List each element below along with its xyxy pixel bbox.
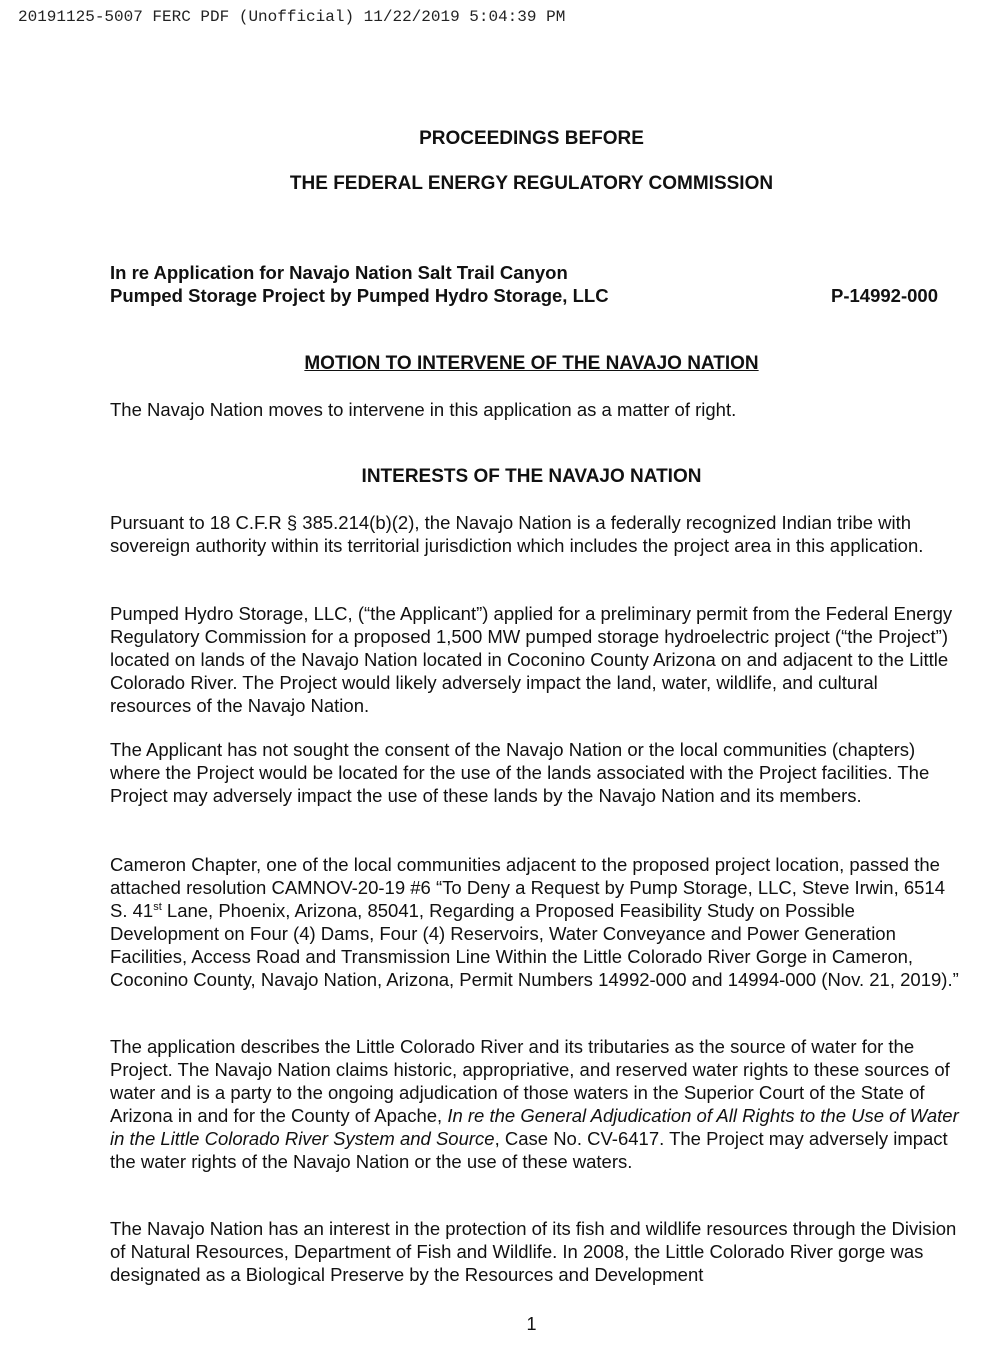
caption-line-2: Pumped Storage Project by Pumped Hydro Storage, LLC: [110, 285, 609, 306]
paragraph-4-part-b: Lane, Phoenix, Arizona, 85041, Regarding a Proposed Feasibility Study on Possible Development on Four (4) Dams, Four (4) Reservoirs, Water Conveyance and Power Generation Facilities, Access Road and Transmission Line Within the Little Colorado River Gorge in Cameron, Coconino County, Navajo Nation, Arizona, Permit Numbers 14992-000 and 14994-000 (Nov. 21, 2019).”: [110, 899, 959, 990]
ordinal-suffix: st: [153, 900, 162, 913]
paragraph-1: [110, 512, 960, 558]
proceedings-heading: PROCEEDINGS BEFORE: [419, 128, 644, 149]
paragraph-5: [110, 1036, 960, 1173]
paragraph-3: [110, 739, 960, 808]
motion-text: The Navajo Nation moves to intervene in this application as a matter of right.: [110, 399, 737, 420]
motion-title: MOTION TO INTERVENE OF THE NAVAJO NATION: [304, 353, 759, 374]
caption-line-1: In re Application for Navajo Nation Salt Trail Canyon: [110, 262, 568, 283]
paragraph-4-text: [110, 854, 960, 991]
commission-heading: THE FEDERAL ENERGY REGULATORY COMMISSION: [289, 173, 774, 194]
paragraph-5-part-a: The application describes the Little Colorado River and its tributaries as the source of water for the Project. The Navajo Nation claims historic, appropriative, and reserved water rights to these sources of water and is a party to the ongoing adjudication of those waters in the Superior Court of the State of Arizona in and for the County of Apache,: [110, 1036, 950, 1126]
paragraph-4-part-a: Cameron Chapter, one of the local communities adjacent to the proposed project location, passed the attached resolution CAMNOV-20-19 #6 “To Deny a Request by Pump Storage, LLC, Steve Irwin, 6514 S. 41: [110, 854, 946, 921]
paragraph-5-part-b: , Case No. CV-6417. The Project may adversely impact the water rights of the Navajo Nation or the use of these waters.: [110, 1127, 948, 1172]
paragraph-5-text: [110, 1036, 960, 1173]
case-name: In re the General Adjudication of All Rights to the Use of Water in the Little Colorado River System and Source: [110, 1104, 959, 1149]
paragraph-2: [110, 603, 960, 718]
ferc-stamp: 20191125-5007 FERC PDF (Unofficial) 11/22/2019 5:04:39 PM: [18, 8, 566, 26]
paragraph-1-text: Pursuant to 18 C.F.R § 385.214(b)(2), the Navajo Nation is a federally recognized Indian tribe with sovereign authority within its territorial jurisdiction which includes the project area in this application.: [110, 512, 924, 556]
paragraph-6: [110, 1218, 960, 1287]
paragraph-3-text: The Applicant has not sought the consent of the Navajo Nation or the local communities (chapters) where the Project would be located for the use of the lands associated with the Project facilities. The Project may adversely impact the use of these lands by the Navajo Nation and its members.: [110, 739, 930, 806]
paragraph-4: [110, 854, 960, 991]
interests-title: INTERESTS OF THE NAVAJO NATION: [361, 466, 702, 487]
docket-number: P-14992-000: [831, 285, 938, 306]
paragraph-6-text: The Navajo Nation has an interest in the protection of its fish and wildlife resources through the Division of Natural Resources, Department of Fish and Wildlife. In 2008, the Little Colorado River gorge was designated as a Biological Preserve by the Resources and Development: [110, 1218, 957, 1285]
paragraph-2-text: Pumped Hydro Storage, LLC, (“the Applicant”) applied for a preliminary permit from the Federal Energy Regulatory Commission for a proposed 1,500 MW pumped storage hydroelectric project (“the Project”) located on lands of the Navajo Nation located in Coconino County Arizona on and adjacent to the Little Colorado River. The Project would likely adversely impact the land, water, wildlife, and cultural resources of the Navajo Nation.: [110, 603, 953, 716]
page-number: 1: [526, 1314, 537, 1334]
